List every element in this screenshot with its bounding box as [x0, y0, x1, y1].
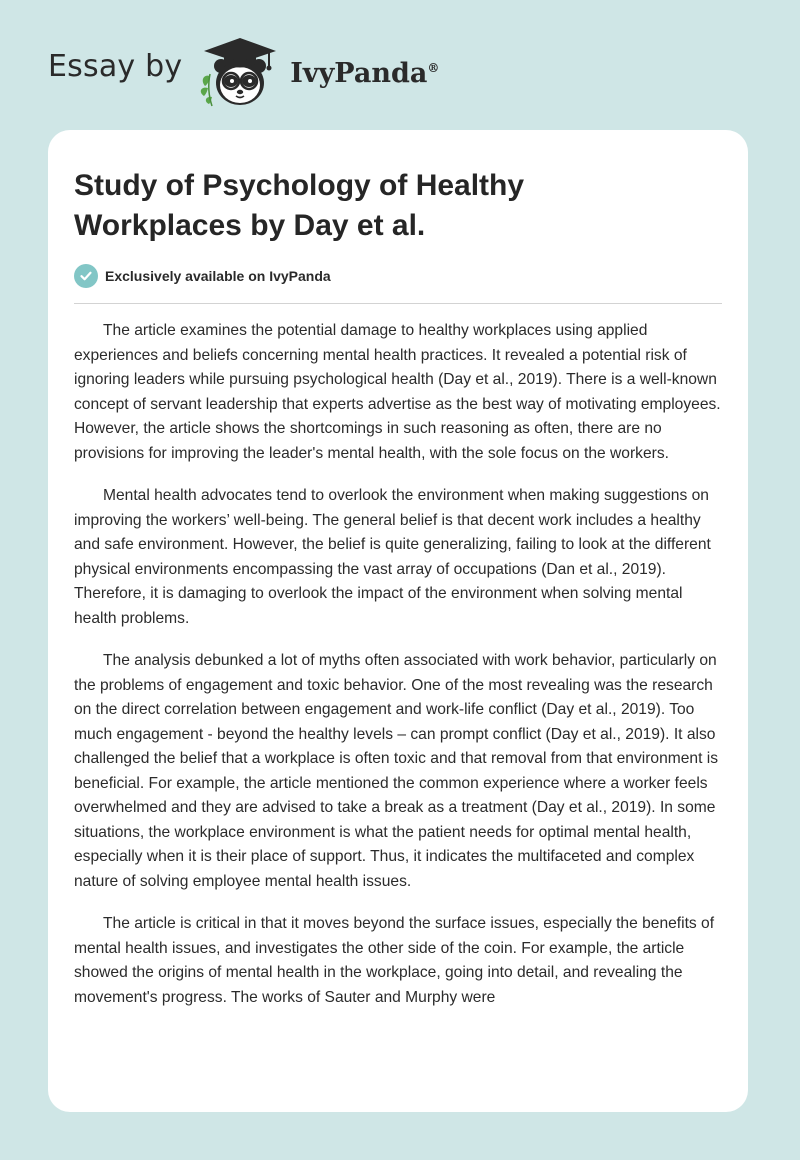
- exclusive-badge-text: Exclusively available on IvyPanda: [105, 268, 331, 284]
- essay-by-label: Essay by: [48, 48, 183, 84]
- paragraph: The article is critical in that it moves beyond the surface issues, especially the benefits of mental health issues, and investigates the other side of the coin. For example, the article showed the origins of mental health in the workplace, going into detail, and revealing the movement's progress. The works of Sauter and Murphy were: [74, 915, 715, 1006]
- paragraph: The article examines the potential damage to healthy workplaces using applied experiences and beliefs concerning mental health practices. It revealed a potential risk of ignoring leaders while pursuing psychological health (Day et al., 2019). There is a well-known concept of servant leadership that experts advertise as the best way of motivating employees. However, the article shows the shortcomings in such reasoning as often, there are no provisions for improving the leader's mental health, with the sole focus on the workers.: [74, 322, 721, 462]
- panda-graduate-icon[interactable]: [196, 34, 288, 110]
- checkmark-icon: [74, 264, 98, 288]
- exclusive-badge: [74, 264, 331, 288]
- essay-title: Study of Psychology of Healthy Workplaces by Day et al.: [74, 169, 525, 242]
- site-header: [48, 34, 439, 110]
- essay-card: [48, 130, 748, 1112]
- title-divider: [74, 303, 722, 304]
- paragraph: The analysis debunked a lot of myths often associated with work behavior, particularly on the problems of engagement and toxic behavior. One of the most revealing was the research on the direct correlation between engagement and work-life conflict (Day et al., 2019). Too much engagement - beyond the healthy levels – can prompt conflict (Day et al., 2019). It also challenged the belief that a workplace is often toxic and that removal from that environment is beneficial. For example, the article mentioned the common experience where a worker feels overwhelmed and they are advised to take a break as a treatment (Day et al., 2019). In some situations, the workplace environment is what the patient needs for optimal mental health, especially when it is their place of support. Thus, it indicates the multifaceted and complex nature of solving employee mental health issues.: [74, 652, 719, 890]
- essay-body: [74, 319, 724, 1028]
- paragraph: Mental health advocates tend to overlook the environment when making suggestions on improving the workers’ well-being. The general belief is that decent work includes a healthy and safe environment. However, the belief is quite generalizing, failing to look at the different physical environments encompassing the vast array of occupations (Dan et al., 2019). Therefore, it is damaging to overlook the impact of the environment when solving mental health problems.: [74, 487, 711, 627]
- ivypanda-logo-text[interactable]: [290, 58, 439, 89]
- registered-mark: ®: [427, 60, 440, 75]
- brand-name: IvyPanda: [290, 57, 428, 89]
